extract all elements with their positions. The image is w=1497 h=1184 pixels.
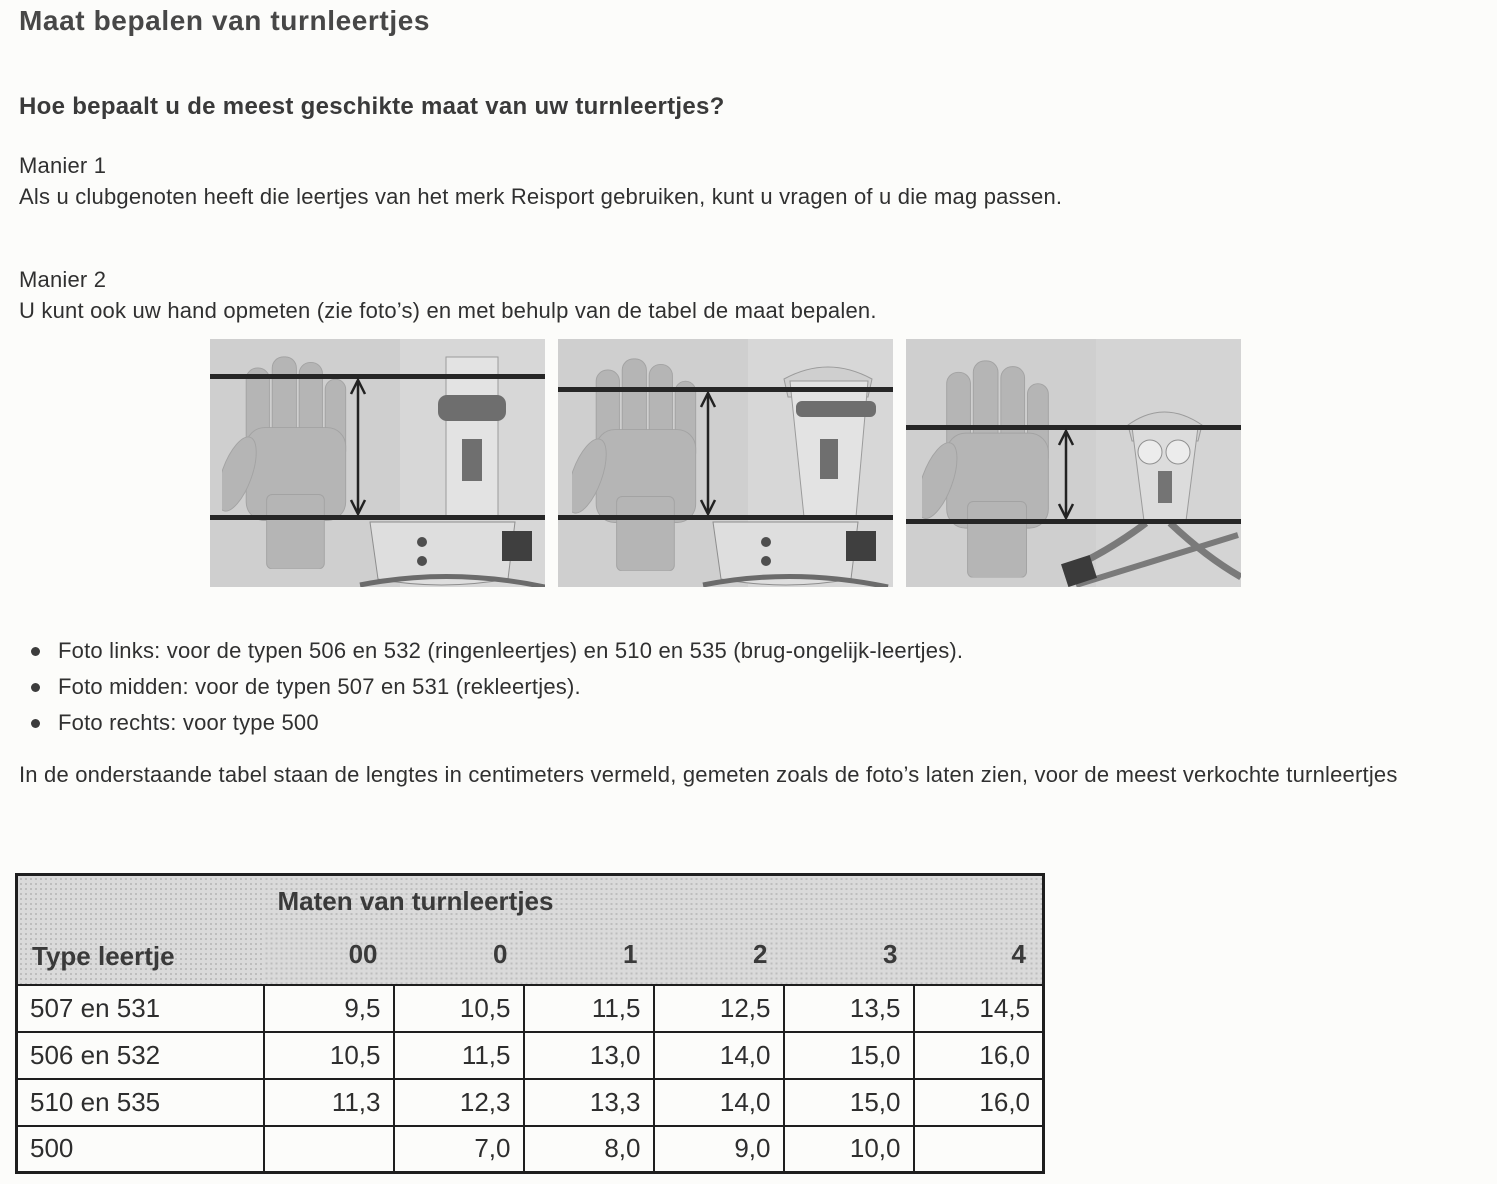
value-cell: 11,5	[394, 1032, 524, 1079]
type-cell: 507 en 531	[17, 985, 264, 1032]
table-row	[17, 1032, 1044, 1079]
value-cell: 16,0	[914, 1032, 1044, 1079]
size-table-container	[15, 873, 1045, 1174]
corner-header-cell: Type leertje	[17, 875, 264, 985]
photos-row	[210, 339, 1241, 587]
value-cell: 10,5	[394, 985, 524, 1032]
value-cell	[264, 1126, 394, 1173]
value-cell: 12,3	[394, 1079, 524, 1126]
photo-bullet-list	[22, 638, 963, 746]
value-cell: 15,0	[784, 1079, 914, 1126]
question-heading: Hoe bepaalt u de meest geschikte maat van uw turnleertjes?	[19, 93, 725, 120]
value-cell	[914, 1126, 1044, 1173]
measurement-line-top	[558, 387, 893, 392]
method-2-label: Manier 2	[19, 267, 107, 292]
size-header-00: 00	[264, 931, 394, 985]
value-cell: 14,0	[654, 1032, 784, 1079]
group-header-cell: Maten van turnleertjes	[264, 875, 1044, 931]
bullet-item-foto-links: Foto links: voor de typen 506 en 532 (ringenleertjes) en 510 en 535 (brug-ongelijk-leertjes).	[22, 638, 963, 664]
size-header-0: 0	[394, 931, 524, 985]
photo-right	[906, 339, 1241, 587]
method-1-label: Manier 1	[19, 153, 107, 178]
value-cell: 13,0	[524, 1032, 654, 1079]
photo-left-illustration	[210, 339, 545, 587]
method-1-text: Als u clubgenoten heeft die leertjes van het merk Reisport gebruiken, kunt u vragen of u die mag passen.	[19, 184, 1063, 209]
value-cell: 11,3	[264, 1079, 394, 1126]
size-table	[15, 873, 1045, 1174]
value-cell: 11,5	[524, 985, 654, 1032]
method-2-text: U kunt ook uw hand opmeten (zie foto’s) en met behulp van de tabel de maat bepalen.	[19, 298, 877, 323]
table-row	[17, 985, 1044, 1032]
table-intro: In de onderstaande tabel staan de lengtes in centimeters vermeld, gemeten zoals de foto’s laten zien, voor de meest verkochte turnleertjes	[19, 762, 1398, 787]
size-header-4: 4	[914, 931, 1044, 985]
table-row	[17, 1126, 1044, 1173]
bullet-item-foto-rechts: Foto rechts: voor type 500	[22, 710, 963, 736]
size-header-1: 1	[524, 931, 654, 985]
measurement-line-bottom	[558, 515, 893, 520]
value-cell: 9,5	[264, 985, 394, 1032]
photo-middle-illustration	[558, 339, 893, 587]
measurement-line-top	[210, 374, 545, 379]
value-cell: 8,0	[524, 1126, 654, 1173]
value-cell: 16,0	[914, 1079, 1044, 1126]
type-cell: 506 en 532	[17, 1032, 264, 1079]
method-2-block	[19, 264, 877, 326]
value-cell: 13,3	[524, 1079, 654, 1126]
measurement-line-bottom	[210, 515, 545, 520]
value-cell: 15,0	[784, 1032, 914, 1079]
bullet-item-foto-midden: Foto midden: voor de typen 507 en 531 (rekleertjes).	[22, 674, 963, 700]
measurement-line-top	[906, 425, 1241, 430]
value-cell: 9,0	[654, 1126, 784, 1173]
value-cell: 14,0	[654, 1079, 784, 1126]
value-cell: 10,0	[784, 1126, 914, 1173]
value-cell: 10,5	[264, 1032, 394, 1079]
type-cell: 510 en 535	[17, 1079, 264, 1126]
size-header-3: 3	[784, 931, 914, 985]
value-cell: 13,5	[784, 985, 914, 1032]
value-cell: 14,5	[914, 985, 1044, 1032]
page-title: Maat bepalen van turnleertjes	[19, 5, 431, 36]
photo-middle	[558, 339, 893, 587]
photo-left	[210, 339, 545, 587]
value-cell: 7,0	[394, 1126, 524, 1173]
table-row	[17, 1079, 1044, 1126]
size-header-2: 2	[654, 931, 784, 985]
method-1-block	[19, 150, 1062, 212]
photo-right-illustration	[906, 339, 1241, 587]
value-cell: 12,5	[654, 985, 784, 1032]
measurement-line-bottom	[906, 519, 1241, 524]
type-cell: 500	[17, 1126, 264, 1173]
